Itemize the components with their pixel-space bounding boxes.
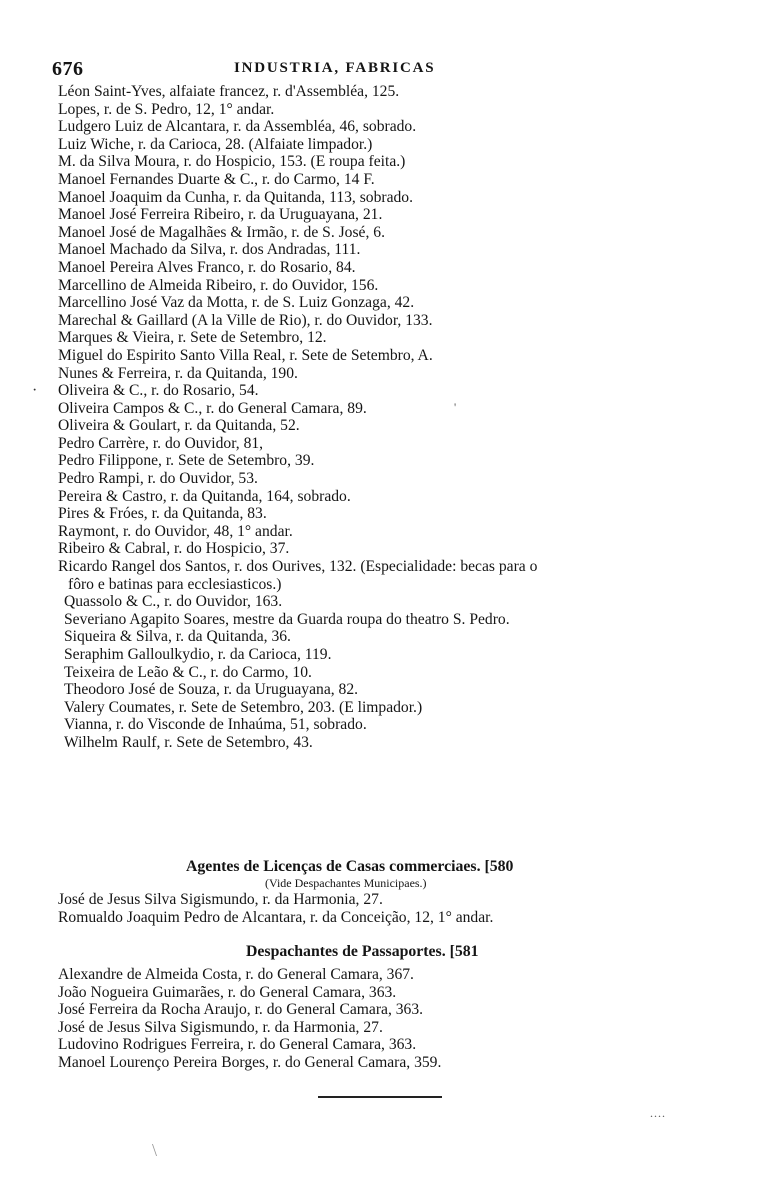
list-item: Marques & Vieira, r. Sete de Setembro, 12. bbox=[58, 329, 327, 347]
list-item: Luiz Wiche, r. da Carioca, 28. (Alfaiate limpador.) bbox=[58, 135, 373, 153]
list-item: Ludgero Luiz de Alcantara, r. da Assembléa, 46, sobrado. bbox=[58, 118, 417, 136]
list-item: Manoel Pereira Alves Franco, r. do Rosario, 84. bbox=[58, 258, 356, 276]
agentes-list bbox=[58, 891, 698, 926]
list-item: Raymont, r. do Ouvidor, 48, 1° andar. bbox=[58, 522, 293, 540]
list-item: Wilhelm Raulf, r. Sete de Setembro, 43. bbox=[64, 733, 313, 751]
stray-tick-mark: ' bbox=[454, 400, 457, 414]
section-number: [580 bbox=[484, 858, 514, 875]
list-item: Marcellino de Almeida Ribeiro, r. do Ouvidor, 156. bbox=[58, 276, 379, 294]
section-title: Agentes de Licenças de Casas commerciaes. bbox=[186, 858, 481, 875]
list-item: Miguel do Espirito Santo Villa Real, r. Sete de Setembro, A. bbox=[58, 346, 433, 364]
list-item: José de Jesus Silva Sigismundo, r. da Harmonia, 27. bbox=[58, 891, 383, 908]
list-item: Ribeiro & Cabral, r. do Hospicio, 37. bbox=[58, 540, 290, 558]
list-item: Pedro Filippone, r. Sete de Setembro, 39. bbox=[58, 452, 315, 470]
section-title: Despachantes de Passaportes. bbox=[246, 943, 446, 960]
list-item: Manoel Lourenço Pereira Borges, r. do General Camara, 359. bbox=[58, 1053, 442, 1071]
list-item: Oliveira & Goulart, r. da Quitanda, 52. bbox=[58, 417, 300, 435]
list-item: Marechal & Gaillard (A la Ville de Rio), r. do Ouvidor, 133. bbox=[58, 311, 433, 329]
list-item: Manoel Joaquim da Cunha, r. da Quitanda, 113, sobrado. bbox=[58, 188, 413, 206]
list-item: Ricardo Rangel dos Santos, r. dos Ourives, 132. (Especialidade: becas para o bbox=[58, 558, 538, 576]
closing-rule bbox=[318, 1096, 442, 1098]
running-head: INDUSTRIA, FABRICAS bbox=[234, 60, 436, 76]
page-header bbox=[52, 58, 702, 80]
list-item: Manoel José de Magalhães & Irmão, r. de S. José, 6. bbox=[58, 223, 385, 241]
page-number: 676 bbox=[52, 58, 84, 80]
list-item: Teixeira de Leão & C., r. do Carmo, 10. bbox=[64, 663, 312, 681]
list-item: Manoel Machado da Silva, r. dos Andradas, 111. bbox=[58, 241, 361, 259]
list-item: Vianna, r. do Visconde de Inhaúma, 51, sobrado. bbox=[64, 716, 367, 734]
stray-slash-mark: \ bbox=[152, 1140, 158, 1160]
list-item: José de Jesus Silva Sigismundo, r. da Harmonia, 27. bbox=[58, 1018, 383, 1036]
list-item: Seraphim Galloulkydio, r. da Carioca, 119. bbox=[64, 646, 332, 663]
section-number: [581 bbox=[449, 943, 479, 960]
list-item: Léon Saint-Yves, alfaiate francez, r. d'Assembléa, 125. bbox=[58, 83, 400, 100]
list-item: Pedro Carrère, r. do Ouvidor, 81, bbox=[58, 434, 264, 452]
list-item: Valery Coumates, r. Sete de Setembro, 203. (E limpador.) bbox=[64, 698, 423, 716]
stray-dash-mark: .... bbox=[650, 1106, 666, 1120]
list-item: Pires & Fróes, r. da Quitanda, 83. bbox=[58, 505, 267, 523]
section-heading-despachantes bbox=[246, 943, 479, 961]
list-item: Oliveira Campos & C., r. do General Camara, 89. bbox=[58, 399, 367, 417]
list-item: Marcellino José Vaz da Motta, r. de S. Luiz Gonzaga, 42. bbox=[58, 294, 415, 312]
list-item: Nunes & Ferreira, r. da Quitanda, 190. bbox=[58, 364, 298, 382]
stray-dot-mark: · bbox=[32, 382, 38, 399]
list-item: Alexandre de Almeida Costa, r. do General Camara, 367. bbox=[58, 966, 414, 983]
list-item: Severiano Agapito Soares, mestre da Guarda roupa do theatro S. Pedro. bbox=[64, 610, 510, 628]
list-item: Oliveira & C., r. do Rosario, 54. bbox=[58, 382, 259, 400]
cross-reference-note: (Vide Despachantes Municipaes.) bbox=[265, 876, 427, 890]
section-heading-agentes bbox=[186, 858, 513, 876]
list-item: Pereira & Castro, r. da Quitanda, 164, sobrado. bbox=[58, 487, 351, 505]
alfaiates-list bbox=[58, 83, 698, 752]
list-item-continuation: fôro e batinas para ecclesiasticos.) bbox=[68, 575, 282, 593]
list-item: Lopes, r. de S. Pedro, 12, 1° andar. bbox=[58, 100, 275, 118]
list-item: Pedro Rampi, r. do Ouvidor, 53. bbox=[58, 470, 258, 488]
list-item: Manoel Fernandes Duarte & C., r. do Carmo, 14 F. bbox=[58, 170, 375, 188]
list-item: José Ferreira da Rocha Araujo, r. do General Camara, 363. bbox=[58, 1001, 424, 1019]
list-item: Theodoro José de Souza, r. da Uruguayana, 82. bbox=[64, 681, 359, 699]
despachantes-list bbox=[58, 966, 698, 1072]
list-item: Quassolo & C., r. do Ouvidor, 163. bbox=[64, 593, 283, 611]
list-item: Romualdo Joaquim Pedro de Alcantara, r. da Conceição, 12, 1° andar. bbox=[58, 908, 494, 926]
list-item: Siqueira & Silva, r. da Quitanda, 36. bbox=[64, 628, 291, 646]
list-item: João Nogueira Guimarães, r. do General Camara, 363. bbox=[58, 983, 397, 1001]
list-item: M. da Silva Moura, r. do Hospicio, 153. (E roupa feita.) bbox=[58, 153, 406, 171]
list-item: Manoel José Ferreira Ribeiro, r. da Uruguayana, 21. bbox=[58, 206, 383, 224]
list-item: Ludovino Rodrigues Ferreira, r. do General Camara, 363. bbox=[58, 1036, 417, 1054]
